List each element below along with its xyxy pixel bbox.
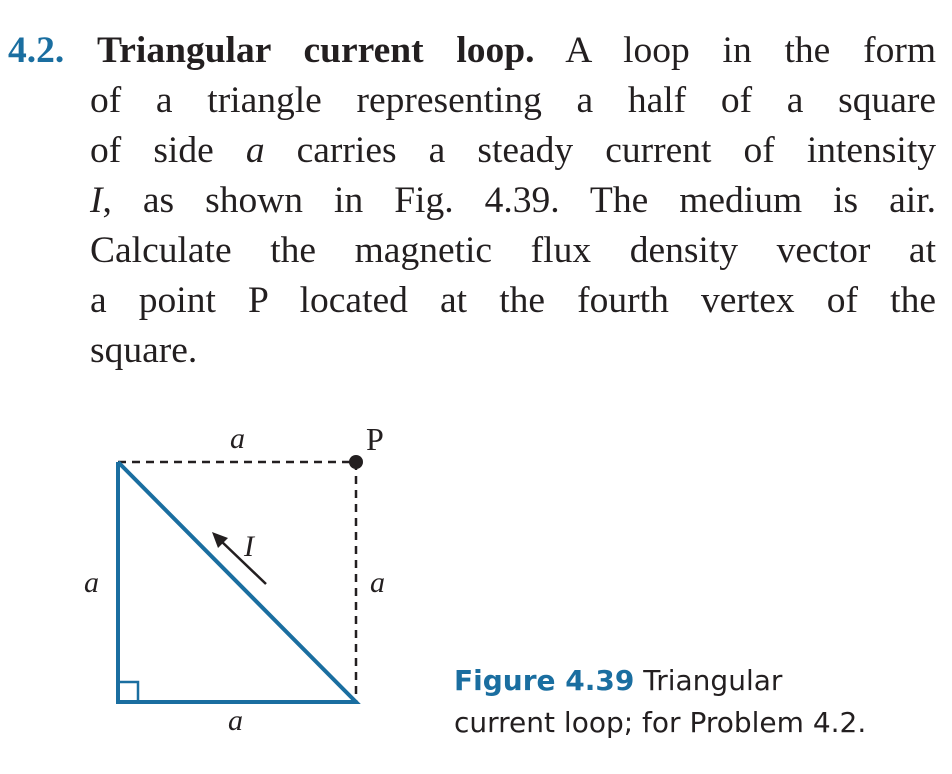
label-point-p: P <box>366 421 384 457</box>
label-left-a: a <box>84 566 99 599</box>
label-top-a: a <box>230 422 245 455</box>
caption-text-1: Triangular <box>634 664 783 697</box>
point-p-dot <box>349 455 363 469</box>
current-arrow-shaft <box>220 540 266 584</box>
label-bottom-a: a <box>228 704 243 737</box>
problem-line-3-post: carries a steady current of intensity <box>264 130 936 171</box>
problem-title: Triangular current loop. <box>97 30 535 71</box>
right-angle-marker <box>118 682 138 702</box>
problem-line-7: square. <box>90 330 198 371</box>
problem-line-5: Calculate the magnetic flux density vector at <box>90 230 936 271</box>
variable-a: a <box>245 130 265 171</box>
problem-line-4-post: , as shown in Fig. 4.39. The medium is air. <box>102 180 936 221</box>
problem-line-3-pre: of side <box>90 130 246 171</box>
caption-line-1 <box>454 660 866 702</box>
figure-caption <box>454 660 866 744</box>
label-current-i: I <box>244 530 254 563</box>
problem-line-2: of a triangle representing a half of a square <box>90 80 936 121</box>
problem-line-6: a point P located at the fourth vertex of the <box>90 280 936 321</box>
problem-number: 4.2. <box>8 30 65 71</box>
caption-line-2: current loop; for Problem 4.2. <box>454 706 867 739</box>
variable-i: I <box>90 180 103 221</box>
caption-number: Figure 4.39 <box>454 664 635 697</box>
triangle-loop <box>118 462 356 702</box>
label-right-a: a <box>370 566 385 599</box>
problem-line-1-text: A loop in the form <box>534 30 936 71</box>
